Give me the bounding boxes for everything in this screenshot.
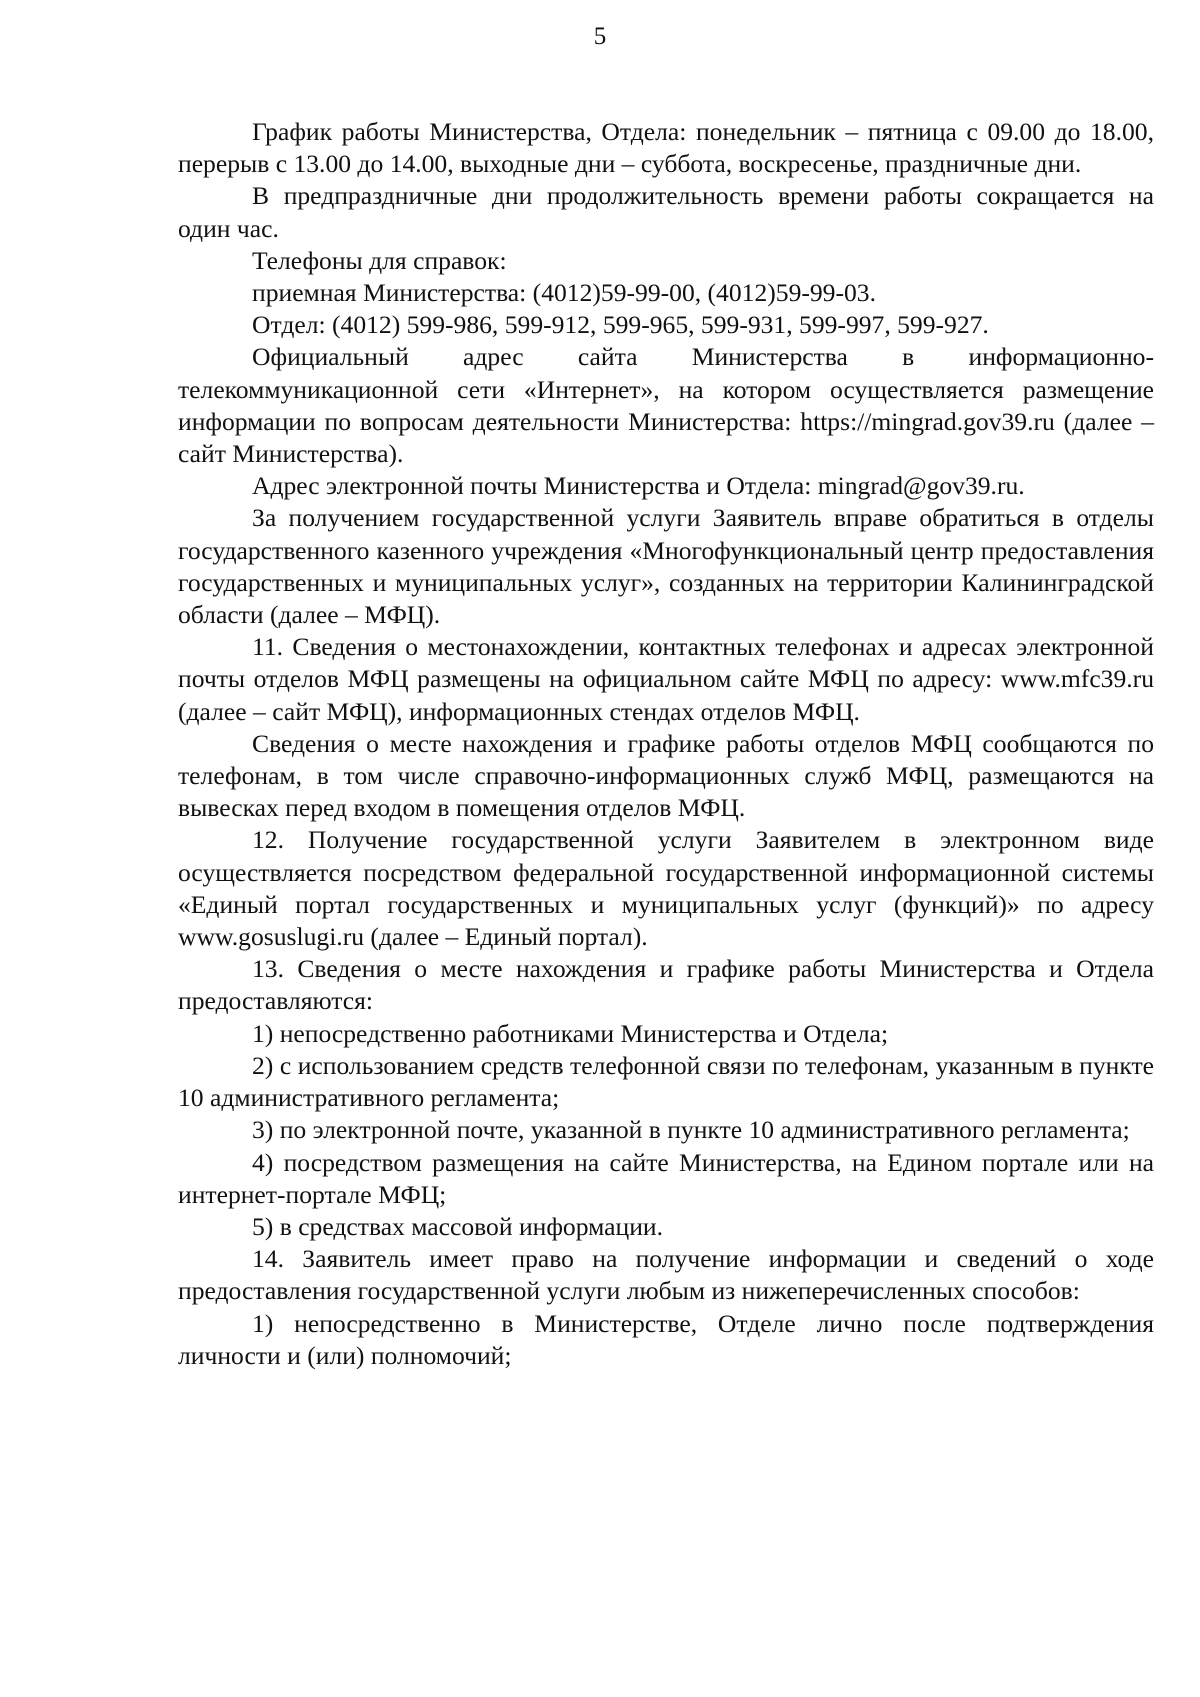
list-item-13-2: 2) с использованием средств телефонной связи по телефонам, указанным в пункте 10 административного регламента; bbox=[178, 1050, 1154, 1113]
paragraph-email-address: Адрес электронной почты Министерства и Отдела: mingrad@gov39.ru. bbox=[252, 471, 1025, 501]
document-body bbox=[178, 116, 1154, 1372]
paragraph-phones-reception: приемная Министерства: (4012)59-99-00, (4012)59-99-03. bbox=[252, 278, 876, 308]
paragraph-preholiday-hours: В предпраздничные дни продолжительность времени работы сокращается на один час. bbox=[178, 181, 1154, 243]
paragraph-official-website: Официальный адрес сайта Министерства в информационно-телекоммуникационной сети «Интернет», на котором осуществляется размещение информации по вопросам деятельности Министерства: https://mingrad.gov39.ru (далее – сайт Министерства). bbox=[178, 342, 1154, 469]
list-item-13-1: 1) непосредственно работниками Министерства и Отдела; bbox=[252, 1018, 889, 1048]
paragraph-work-schedule: График работы Министерства, Отдела: понедельник – пятница с 09.00 до 18.00, перерыв с 13.00 до 14.00, выходные дни – суббота, воскресенье, праздничные дни. bbox=[178, 117, 1154, 179]
paragraph-item-11: 11. Сведения о местонахождении, контактных телефонах и адресах электронной почты отделов МФЦ размещены на официальном сайте МФЦ по адресу: www.mfc39.ru (далее – сайт МФЦ), информационных стендах отделов МФЦ. bbox=[178, 632, 1154, 726]
page-number: 5 bbox=[593, 23, 607, 50]
paragraph-item-13: 13. Сведения о месте нахождения и графике работы Министерства и Отдела предоставляются: bbox=[178, 954, 1154, 1016]
list-item-13-5: 5) в средствах массовой информации. bbox=[252, 1211, 663, 1241]
paragraph-mfc-offices: За получением государственной услуги Заявитель вправе обратиться в отделы государственного казенного учреждения «Многофункциональный центр предоставления государственных и муниципальных услуг», созданных на территории Калининградской области (далее – МФЦ). bbox=[178, 503, 1154, 630]
paragraph-mfc-schedule: Сведения о месте нахождения и графике работы отделов МФЦ сообщаются по телефонам, в том числе справочно-информационных служб МФЦ, размещаются на вывесках перед входом в помещения отделов МФЦ. bbox=[178, 728, 1154, 823]
paragraph-phones-heading: Телефоны для справок: bbox=[252, 245, 507, 275]
paragraph-item-14: 14. Заявитель имеет право на получение информации и сведений о ходе предоставления государственной услуги любым из нижеперечисленных способов: bbox=[178, 1244, 1154, 1306]
paragraph-phones-department: Отдел: (4012) 599-986, 599-912, 599-965, 599-931, 599-997, 599-927. bbox=[252, 310, 989, 340]
list-item-13-3: 3) по электронной почте, указанной в пункте 10 административного регламента; bbox=[252, 1115, 1130, 1145]
paragraph-item-12: 12. Получение государственной услуги Заявителем в электронном виде осуществляется посредством федеральной государственной информационной системы «Единый портал государственных и муниципальных услуг (функций)» по адресу www.gosuslugi.ru (далее – Единый портал). bbox=[178, 825, 1154, 952]
list-item-14-1: 1) непосредственно в Министерстве, Отделе лично после подтверждения личности и (или) полномочий; bbox=[178, 1308, 1154, 1370]
list-item-13-4: 4) посредством размещения на сайте Министерства, на Едином портале или на интернет-портале МФЦ; bbox=[178, 1147, 1154, 1209]
